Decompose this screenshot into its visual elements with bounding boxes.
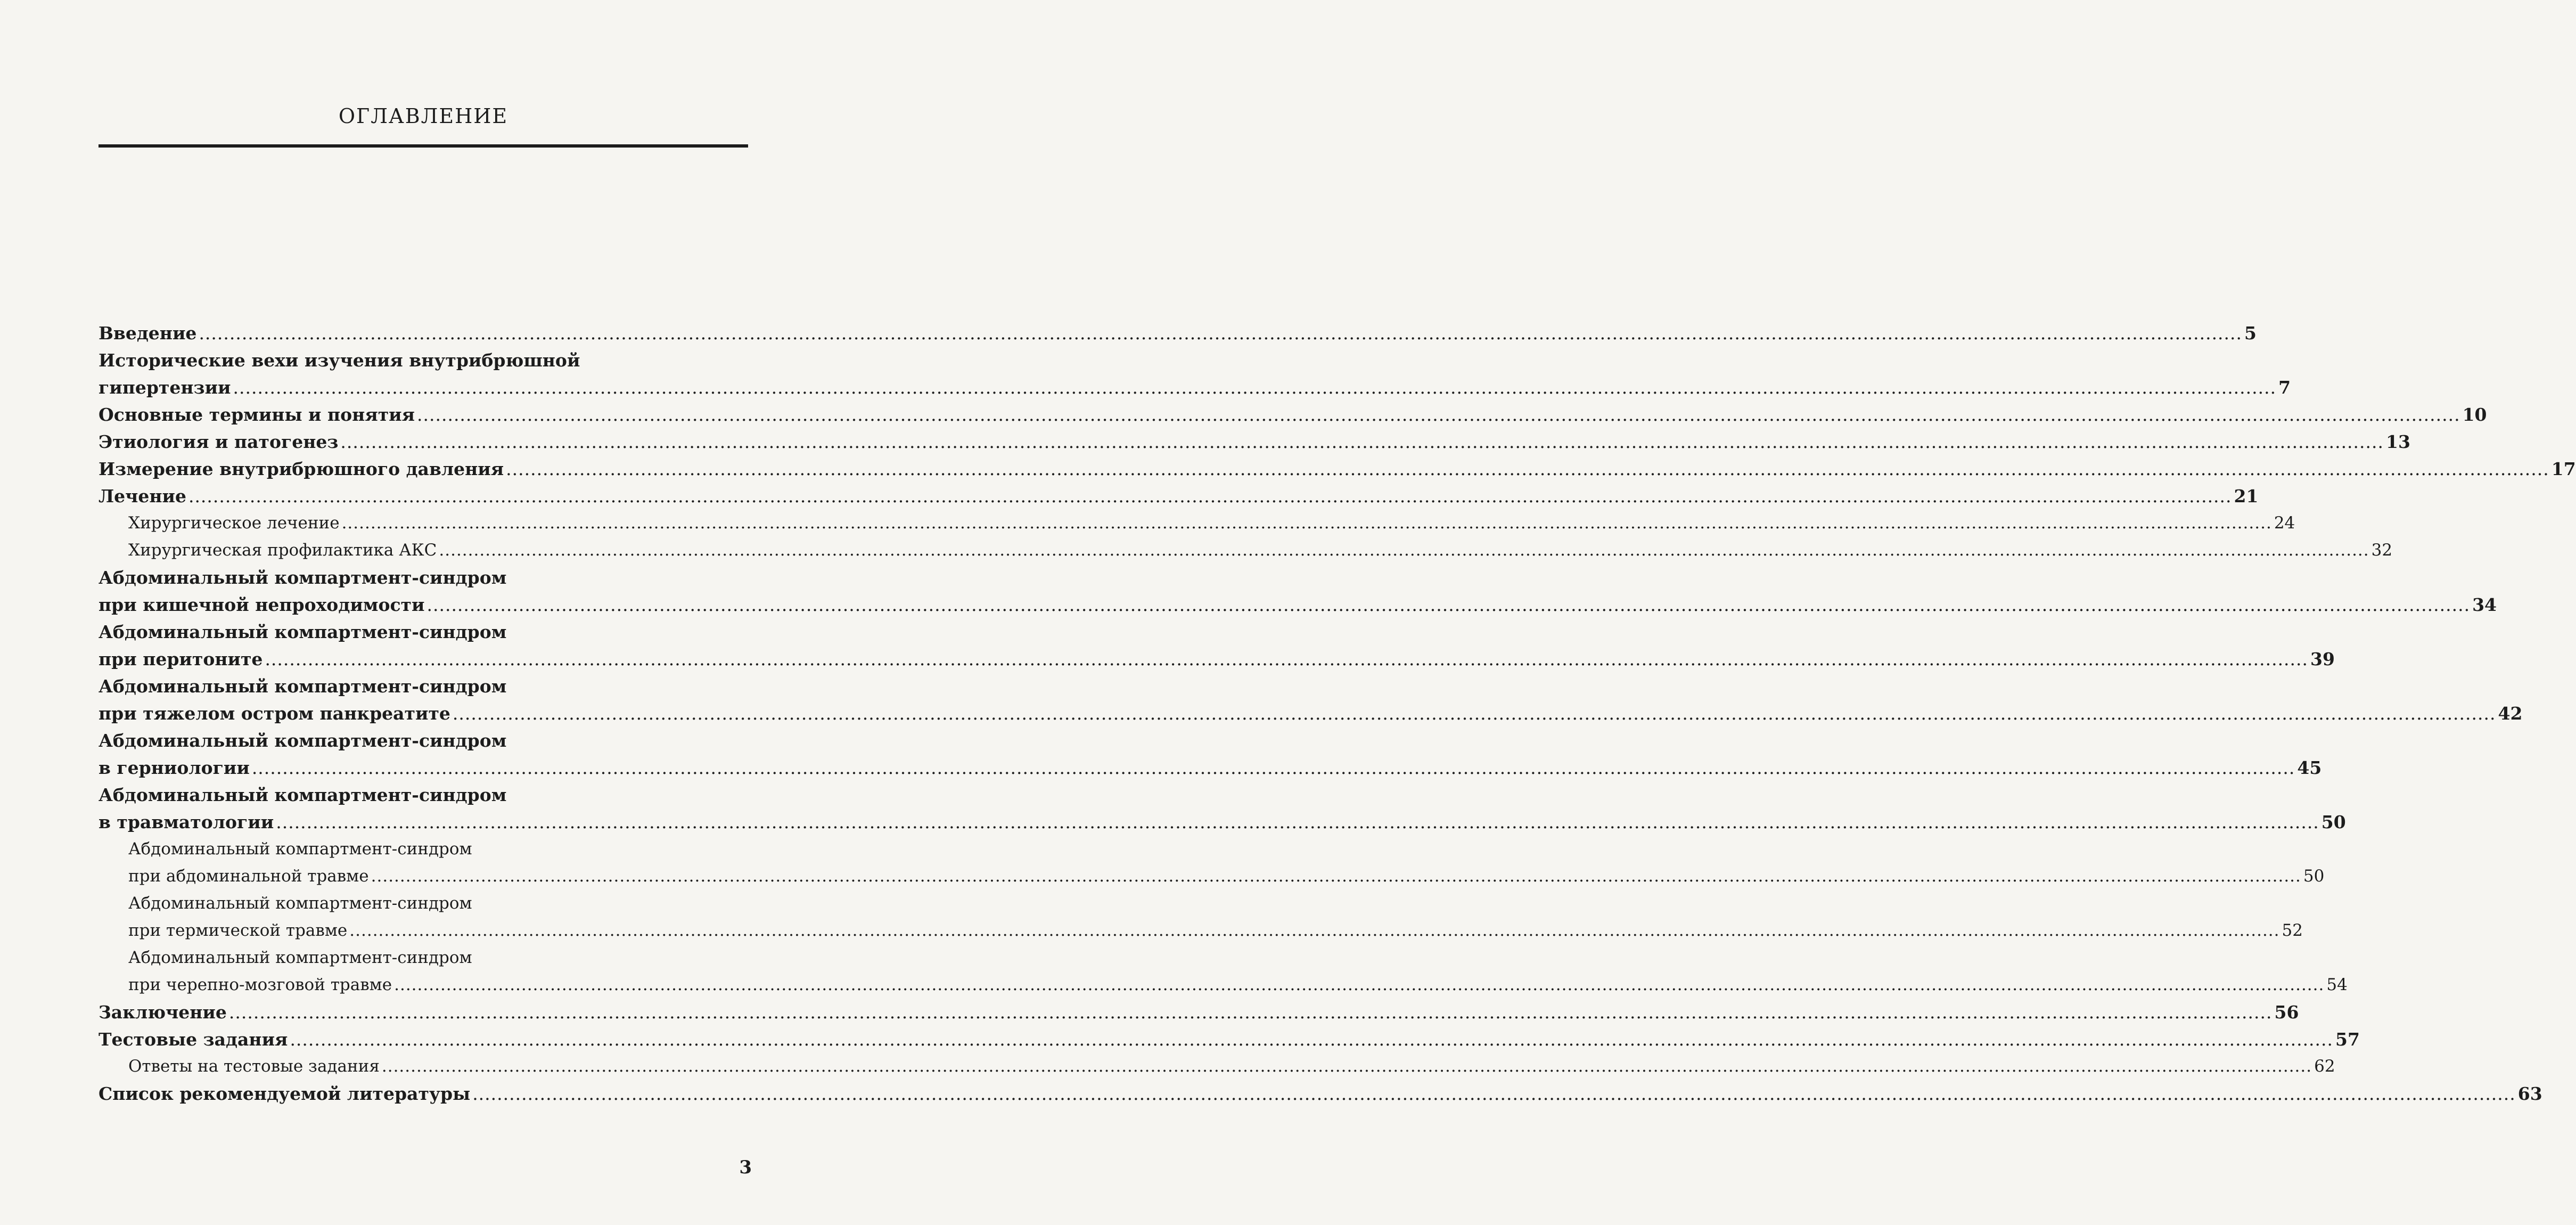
toc-entry-lastline bbox=[99, 1053, 2335, 1080]
toc-entry bbox=[99, 673, 2523, 727]
toc-entry-lastline bbox=[99, 483, 2259, 510]
toc-page-number: 54 bbox=[2326, 975, 2348, 994]
toc-page-number: 63 bbox=[2517, 1083, 2542, 1104]
toc-entry-title: при абдоминальной травме bbox=[128, 867, 369, 886]
toc-entry bbox=[99, 564, 2497, 618]
toc-entry bbox=[99, 1053, 2335, 1080]
toc-entry-lastline bbox=[99, 510, 2295, 537]
toc-page-number: 52 bbox=[2282, 921, 2303, 940]
toc-entry bbox=[99, 510, 2295, 537]
toc-entry-lastline bbox=[99, 999, 2299, 1026]
toc-page-number: 13 bbox=[2386, 431, 2410, 452]
toc-entry-title: Абдоминальный компартмент-синдром bbox=[99, 622, 507, 642]
toc-page-number: 57 bbox=[2335, 1029, 2360, 1050]
toc-entry bbox=[99, 455, 2576, 483]
toc-entry-line bbox=[99, 944, 749, 971]
toc-entry-lastline bbox=[99, 971, 2348, 999]
toc-page-number: 17 bbox=[2551, 459, 2576, 479]
toc-entry-lastline bbox=[99, 808, 2346, 836]
toc-entry-lastline bbox=[99, 754, 2322, 781]
toc-entry-lastline bbox=[99, 591, 2497, 618]
dot-leader bbox=[229, 1002, 2273, 1023]
toc-entry-line bbox=[99, 673, 749, 700]
toc-entry-lastline bbox=[99, 863, 2325, 890]
toc-entry bbox=[99, 836, 2325, 890]
toc-entry-title: Абдоминальный компартмент-синдром bbox=[99, 785, 507, 805]
toc-entry bbox=[99, 1026, 2360, 1053]
toc-page-number: 21 bbox=[2234, 486, 2259, 507]
toc-entry-title: Введение bbox=[99, 323, 197, 344]
dot-leader bbox=[371, 867, 2301, 886]
dot-leader bbox=[382, 1057, 2312, 1076]
toc-entry-line bbox=[99, 564, 749, 591]
toc-entry-title: Абдоминальный компартмент-синдром bbox=[99, 567, 507, 588]
toc-entry-lastline bbox=[99, 320, 2257, 347]
dot-leader bbox=[290, 1029, 2333, 1050]
toc-entry-lastline bbox=[99, 401, 2487, 428]
toc-entry-lastline bbox=[99, 537, 2393, 564]
dot-leader bbox=[188, 486, 2232, 507]
toc-entry-title: Абдоминальный компартмент-синдром bbox=[99, 730, 507, 751]
toc-entry-lastline bbox=[99, 428, 2410, 455]
toc-entry-line bbox=[99, 347, 749, 374]
toc-entry-line bbox=[99, 727, 749, 754]
toc-entry-title: Заключение bbox=[99, 1002, 227, 1023]
dot-leader bbox=[342, 513, 2272, 533]
page-number: 3 bbox=[739, 1157, 752, 1178]
toc-page-number: 10 bbox=[2462, 404, 2487, 425]
toc-entry bbox=[99, 999, 2299, 1026]
toc-page-number: 7 bbox=[2278, 377, 2291, 398]
toc-page-number: 39 bbox=[2310, 649, 2335, 669]
toc-entry-title: при перитоните bbox=[99, 649, 263, 669]
toc-entry-title: при кишечной непроходимости bbox=[99, 594, 425, 615]
toc-entry-line bbox=[99, 890, 749, 917]
toc-entry-title: Измерение внутрибрюшного давления bbox=[99, 459, 504, 479]
toc-entry-title: Абдоминальный компартмент-синдром bbox=[128, 948, 472, 967]
toc-entry-lastline bbox=[99, 455, 2576, 483]
toc-entry bbox=[99, 537, 2393, 564]
toc-entry bbox=[99, 347, 2291, 401]
toc-entry-title: при черепно-мозговой травме bbox=[128, 975, 392, 994]
toc-page-number: 56 bbox=[2274, 1002, 2299, 1023]
toc-page-number: 42 bbox=[2498, 703, 2523, 724]
toc-entry-lastline bbox=[99, 646, 2335, 673]
toc-entry bbox=[99, 890, 2303, 944]
toc-page-number: 34 bbox=[2472, 594, 2497, 615]
toc-entry bbox=[99, 1080, 2542, 1107]
toc-entry-title: Абдоминальный компартмент-синдром bbox=[128, 839, 472, 859]
toc-entry bbox=[99, 944, 2348, 999]
toc-page-number: 32 bbox=[2371, 541, 2393, 560]
toc-entry bbox=[99, 483, 2259, 510]
dot-leader bbox=[417, 404, 2460, 425]
toc-entry-title: Основные термины и понятия bbox=[99, 404, 415, 425]
toc-entry-line bbox=[99, 618, 749, 646]
dot-leader bbox=[506, 459, 2549, 479]
toc-page-number: 50 bbox=[2303, 867, 2325, 886]
toc-entry-title: Этиология и патогенез bbox=[99, 431, 339, 452]
toc-entry-title: в травматологии bbox=[99, 812, 274, 832]
toc-entry-title: Список рекомендуемой литературы bbox=[99, 1083, 471, 1104]
table-of-contents bbox=[99, 320, 2576, 1107]
dot-leader bbox=[233, 377, 2277, 398]
toc-entry-title: Хирургическая профилактика АКС bbox=[128, 541, 437, 560]
toc-entry bbox=[99, 401, 2487, 428]
toc-page-number: 24 bbox=[2274, 513, 2295, 533]
toc-entry-lastline bbox=[99, 917, 2303, 944]
page-title: ОГЛАВЛЕНИЕ bbox=[338, 104, 508, 128]
toc-entry-line bbox=[99, 781, 749, 808]
dot-leader bbox=[340, 431, 2384, 452]
toc-entry-lastline bbox=[99, 1080, 2542, 1107]
dot-leader bbox=[453, 703, 2496, 724]
toc-entry-lastline bbox=[99, 1026, 2360, 1053]
toc-entry bbox=[99, 727, 2322, 781]
toc-entry-title: Лечение bbox=[99, 486, 186, 507]
toc-entry-title: Ответы на тестовые задания bbox=[128, 1057, 380, 1076]
toc-entry bbox=[99, 618, 2335, 673]
toc-entry-title: при тяжелом остром панкреатите bbox=[99, 703, 450, 724]
toc-entry-title: Хирургическое лечение bbox=[128, 513, 340, 533]
toc-entry-title: при термической травме bbox=[128, 921, 348, 940]
toc-entry bbox=[99, 428, 2410, 455]
dot-leader bbox=[472, 1083, 2516, 1104]
toc-entry-title: Тестовые задания bbox=[99, 1029, 288, 1050]
toc-entry-title: в герниологии bbox=[99, 757, 250, 778]
toc-entry-title: Исторические вехи изучения внутрибрюшной bbox=[99, 350, 580, 371]
toc-page-number: 5 bbox=[2244, 323, 2257, 344]
toc-entry bbox=[99, 320, 2257, 347]
dot-leader bbox=[349, 921, 2279, 940]
toc-entry-title: гипертензии bbox=[99, 377, 231, 398]
dot-leader bbox=[394, 975, 2324, 994]
dot-leader bbox=[199, 323, 2242, 344]
dot-leader bbox=[276, 812, 2319, 832]
toc-entry-lastline bbox=[99, 374, 2291, 401]
toc-page-number: 45 bbox=[2297, 757, 2322, 778]
toc-page-number: 62 bbox=[2314, 1057, 2335, 1076]
toc-entry-line bbox=[99, 836, 749, 863]
toc-entry-title: Абдоминальный компартмент-синдром bbox=[99, 676, 507, 697]
dot-leader bbox=[439, 541, 2369, 560]
dot-leader bbox=[265, 649, 2308, 669]
title-rule bbox=[99, 144, 748, 148]
toc-page-number: 50 bbox=[2321, 812, 2346, 832]
toc-entry-lastline bbox=[99, 700, 2523, 727]
toc-entry bbox=[99, 781, 2346, 836]
dot-leader bbox=[426, 594, 2470, 615]
dot-leader bbox=[252, 757, 2295, 778]
toc-entry-title: Абдоминальный компартмент-синдром bbox=[128, 894, 472, 913]
